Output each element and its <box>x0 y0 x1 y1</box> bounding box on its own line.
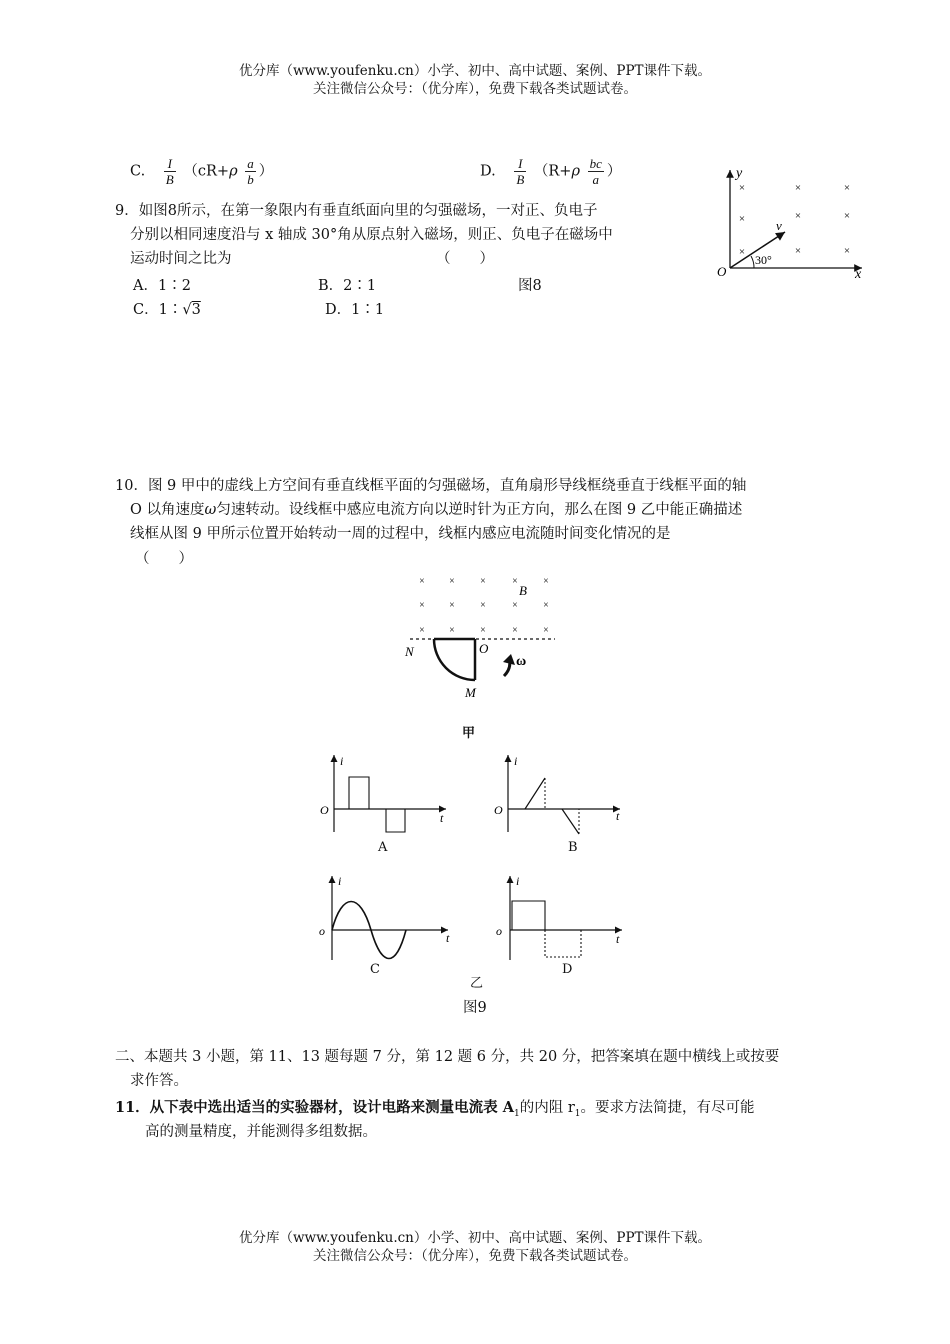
t-axis-label: t <box>616 932 620 946</box>
field-cross: × <box>512 600 518 611</box>
q11-line-1-pre: 11．从下表中选出适当的实验器材，设计电路来测量电流表 A <box>115 1099 514 1116</box>
t-axis-label: t <box>616 809 620 823</box>
velocity-label: v <box>776 218 782 233</box>
graph-b <box>492 752 632 837</box>
field-cross: × <box>794 245 802 257</box>
q10-line-2 <box>130 498 742 522</box>
field-cross: × <box>543 600 549 611</box>
field-cross: × <box>738 213 746 225</box>
option-c-label: C. <box>130 163 146 180</box>
subscript-1: 1 <box>513 1108 520 1119</box>
t-axis-label: t <box>446 931 450 945</box>
q10-line-2-post: 匀速转动。设线框中感应电流方向以逆时针为正方向，那么在图 9 乙中能正确描述 <box>216 502 743 518</box>
inner-fraction <box>588 156 604 187</box>
omega-symbol: ω <box>204 502 217 518</box>
q10-line-3: 线框从图 9 甲所示位置开始转动一周的过程中，线框内感应电流随时间变化情况的是 <box>130 526 671 542</box>
option-c-fraction <box>164 156 176 187</box>
option-d-fraction <box>514 156 526 187</box>
negative-pulse <box>386 809 405 832</box>
graph-a-label: A <box>378 840 388 855</box>
q9-line-3: 运动时间之比为 <box>130 251 232 267</box>
q9-line-2: 分别以相同速度沿与 x 轴成 30°角从原点射入磁场，则正、负电子在磁场中 <box>130 227 613 243</box>
i-axis-label: i <box>514 754 518 768</box>
fraction-denominator: b <box>247 172 254 187</box>
graph-d <box>494 872 634 962</box>
frame-arc <box>434 639 475 680</box>
q9-option-a: A．1∶2 <box>133 278 191 294</box>
field-cross: × <box>480 576 486 587</box>
origin-label: O <box>494 803 503 817</box>
figure-yi-caption: 乙 <box>470 976 484 991</box>
point-m-label: M <box>465 685 476 700</box>
section-2-line-2: 求作答。 <box>130 1073 188 1089</box>
rho-symbol: ρ <box>229 163 238 180</box>
x-axis-label: x <box>855 267 862 282</box>
sqrt-radicand: 3 <box>191 302 201 318</box>
origin-label: o <box>319 924 325 938</box>
field-cross: × <box>843 182 851 194</box>
fraction-denominator: B <box>165 172 174 187</box>
fraction-numerator: bc <box>589 156 602 171</box>
i-axis-label: i <box>338 874 342 888</box>
sqrt-sign: √ <box>182 302 192 318</box>
field-label-b: B <box>519 583 527 598</box>
paren-open: （cR+ <box>183 163 230 180</box>
option-c-prefix: C．1∶ <box>133 302 183 318</box>
rho-symbol: ρ <box>571 163 580 180</box>
i-axis-label: i <box>516 874 520 888</box>
q11-line-1-post: 。要求方法简捷，有尽可能 <box>580 1100 755 1116</box>
figure-8-caption: 图8 <box>518 278 542 294</box>
section-2-line-1: 二、本题共 3 小题，第 11、13 题每题 7 分，第 12 题 6 分，共 20 分，把答案填在题中横线上或按要 <box>115 1049 780 1065</box>
fraction-numerator: I <box>514 156 526 172</box>
origin-label: O <box>717 264 727 279</box>
option-d-prev <box>480 156 621 187</box>
falling-ramp <box>562 809 579 834</box>
omega-label: ω <box>516 654 527 669</box>
fraction-numerator: I <box>164 156 176 172</box>
inner-fraction <box>245 156 256 187</box>
magnetic-field-crosses <box>419 576 549 636</box>
paren-open: （R+ <box>533 163 572 180</box>
footer-line-2: 关注微信公众号：（优分库），免费下载各类试题试卷。 <box>313 1248 637 1264</box>
graph-a <box>318 752 458 837</box>
positive-pulse <box>349 777 369 809</box>
point-n-label: N <box>405 644 414 659</box>
q9-option-d: D．1∶1 <box>325 302 385 318</box>
fraction-denominator: a <box>592 172 599 187</box>
field-cross: × <box>738 182 746 194</box>
t-axis-label: t <box>440 811 444 825</box>
figure-jia-caption: 甲 <box>462 726 476 741</box>
paren-close: ） <box>606 163 622 180</box>
footer-line-1: 优分库（www.youfenku.cn）小学、初中、高中试题、案例、PPT课件下载。 <box>238 1230 712 1246</box>
option-d-label: D. <box>480 163 496 180</box>
rising-ramp <box>525 778 545 809</box>
figure-8-diagram <box>712 160 872 285</box>
graph-c <box>316 872 466 962</box>
field-cross: × <box>419 625 425 636</box>
field-cross: × <box>512 576 518 587</box>
option-c-prev <box>130 156 273 187</box>
q11-line-1-mid: 的内阻 r <box>519 1100 575 1116</box>
q10-line-2-pre: O 以角速度 <box>130 502 205 518</box>
field-cross: × <box>512 625 518 636</box>
q9-line-1: 9．如图8所示，在第一象限内有垂直纸面向里的匀强磁场，一对正、负电子 <box>115 203 598 219</box>
subscript-1: 1 <box>574 1108 581 1119</box>
field-cross: × <box>480 600 486 611</box>
angle-label: 30° <box>755 253 772 267</box>
q11-line-2: 高的测量精度，并能测得多组数据。 <box>145 1124 377 1140</box>
field-cross: × <box>843 245 851 257</box>
point-o-label: O <box>479 641 489 656</box>
graph-b-label: B <box>568 840 578 855</box>
fraction-numerator: a <box>247 156 254 171</box>
paren-close: ） <box>258 163 274 180</box>
header-line-1: 优分库（www.youfenku.cn）小学、初中、高中试题、案例、PPT课件下载。 <box>238 63 712 79</box>
y-axis-label: y <box>736 166 743 181</box>
field-cross: × <box>419 576 425 587</box>
q9-option-b: B．2∶1 <box>318 278 377 294</box>
field-cross: × <box>738 246 746 258</box>
field-cross: × <box>843 210 851 222</box>
field-cross: × <box>480 625 486 636</box>
graph-d-label: D <box>562 962 573 977</box>
field-cross: × <box>794 210 802 222</box>
positive-pulse <box>512 901 545 930</box>
header-line-2: 关注微信公众号：（优分库），免费下载各类试题试卷。 <box>313 81 637 97</box>
field-cross: × <box>794 182 802 194</box>
i-axis-label: i <box>340 754 344 768</box>
q10-answer-blank: （ ） <box>135 551 193 567</box>
fraction-denominator: B <box>516 172 525 187</box>
q10-line-1: 10．图 9 甲中的虚线上方空间有垂直线框平面的匀强磁场，直角扇形导线框绕垂直于线框平面的轴 <box>115 478 747 494</box>
field-cross: × <box>449 600 455 611</box>
figure-9-jia-diagram <box>395 570 570 705</box>
field-cross: × <box>419 600 425 611</box>
field-cross: × <box>543 576 549 587</box>
graph-c-label: C <box>370 962 380 977</box>
magnetic-field-crosses <box>739 182 850 258</box>
q9-answer-blank: （ ） <box>436 251 494 267</box>
negative-pulse <box>545 930 581 957</box>
origin-label: o <box>496 924 502 938</box>
field-cross: × <box>543 625 549 636</box>
origin-label: O <box>320 803 329 817</box>
q9-option-c <box>133 298 201 322</box>
angle-arc <box>751 256 754 268</box>
figure-9-caption: 图9 <box>463 1000 487 1016</box>
rotation-arrowhead <box>503 654 515 665</box>
field-cross: × <box>449 576 455 587</box>
field-cross: × <box>449 625 455 636</box>
